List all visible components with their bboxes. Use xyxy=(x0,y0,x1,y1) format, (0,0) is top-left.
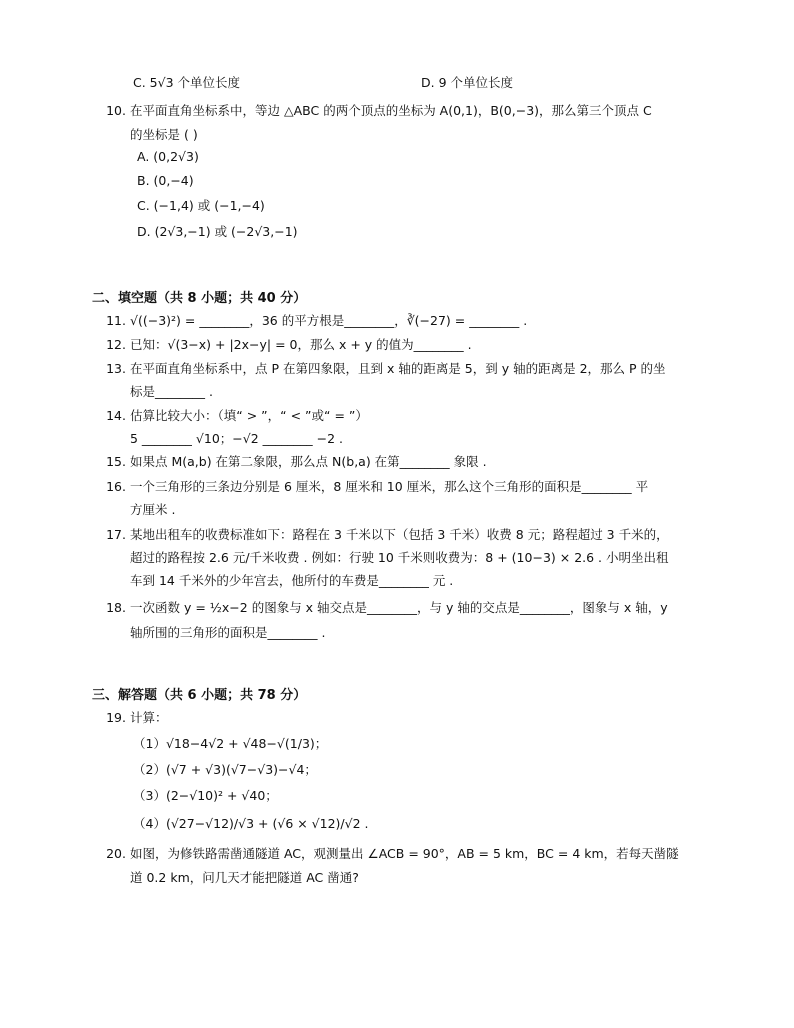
q20-text-line1: 如图，为修铁路需凿通隧道 AC，观测量出 ∠ACB = 90°，AB = 5 km，BC = 4 km，若每天凿隧 xyxy=(130,846,679,861)
q11-number: 11. xyxy=(106,313,126,328)
q17-text-line2: 超过的路程按 2.6 元/千米收费 . 例如：行驶 10 千米则收费为：8 + (10−3) × 2.6 . 小明坐出租 xyxy=(130,550,669,565)
q10-number: 10. xyxy=(106,103,126,118)
q13-text-line1: 在平面直角坐标系中，点 P 在第四象限，且到 x 轴的距离是 5，到 y 轴的距离是 2，那么 P 的坐 xyxy=(130,361,666,376)
q10-option-b: B. (0,−4) xyxy=(137,173,194,188)
q10-option-d: D. (2√3,−1) 或 (−2√3,−1) xyxy=(137,224,298,239)
section2-title: 二、填空题（共 8 小题；共 40 分） xyxy=(92,291,307,306)
q12-text: 已知：√(3−x) + |2x−y| = 0，那么 x + y 的值为________ . xyxy=(130,337,472,352)
q17-text-line3: 车到 14 千米外的少年宫去，他所付的车费是________ 元 . xyxy=(130,573,454,588)
q13-text-line2: 标是________ . xyxy=(130,384,213,399)
q14-text-line2: 5 ________ √10；−√2 ________ −2 . xyxy=(130,431,343,446)
q14-number: 14. xyxy=(106,408,126,423)
q19-part-1: （1）√18−4√2 + √48−√(1/3)； xyxy=(133,736,328,751)
q10-text-line1: 在平面直角坐标系中，等边 △ABC 的两个顶点的坐标为 A(0,1)，B(0,−3)，那么第三个顶点 C xyxy=(130,103,652,118)
q20-text-line2: 道 0.2 km，问几天才能把隧道 AC 凿通? xyxy=(130,870,359,885)
q19-part-3: （3）(2−√10)² + √40； xyxy=(133,788,278,803)
q12-number: 12. xyxy=(106,337,126,352)
q16-text-line2: 方厘米 . xyxy=(130,502,176,517)
q9-option-d: D. 9 个单位长度 xyxy=(421,75,513,90)
q18-text-line1: 一次函数 y = ½x−2 的图象与 x 轴交点是________，与 y 轴的交点是________，图象与 x 轴，y xyxy=(130,600,668,615)
q19-part-2: （2）(√7 + √3)(√7−√3)−√4； xyxy=(133,762,317,777)
q17-text-line1: 某地出租车的收费标准如下：路程在 3 千米以下（包括 3 千米）收费 8 元；路程超过 3 千米的， xyxy=(130,527,669,542)
q15-number: 15. xyxy=(106,454,126,469)
q17-number: 17. xyxy=(106,527,126,542)
q19-part-4: （4）(√27−√12)/√3 + (√6 × √12)/√2 . xyxy=(133,816,369,831)
q10-option-c: C. (−1,4) 或 (−1,−4) xyxy=(137,198,265,213)
q18-text-line2: 轴所围的三角形的面积是________ . xyxy=(130,625,326,640)
q19-stem: 计算： xyxy=(130,710,168,725)
q16-number: 16. xyxy=(106,479,126,494)
q13-number: 13. xyxy=(106,361,126,376)
section3-title: 三、解答题（共 6 小题；共 78 分） xyxy=(92,688,307,703)
q14-text-line1: 估算比较大小：（填“ > ”，“ < ”或“ = ”） xyxy=(130,408,368,423)
q20-number: 20. xyxy=(106,846,126,861)
q19-number: 19. xyxy=(106,710,126,725)
q16-text-line1: 一个三角形的三条边分别是 6 厘米，8 厘米和 10 厘米，那么这个三角形的面积是________ 平 xyxy=(130,479,649,494)
q10-text-line2: 的坐标是 ( ) xyxy=(130,127,198,142)
q11-text: √((−3)²) = ________，36 的平方根是________，∛(−27) = ________ . xyxy=(130,313,528,328)
q9-option-c: C. 5√3 个单位长度 xyxy=(133,75,241,90)
q15-text: 如果点 M(a,b) 在第二象限，那么点 N(b,a) 在第________ 象限 . xyxy=(130,454,487,469)
q18-number: 18. xyxy=(106,600,126,615)
q10-option-a: A. (0,2√3) xyxy=(137,149,199,164)
